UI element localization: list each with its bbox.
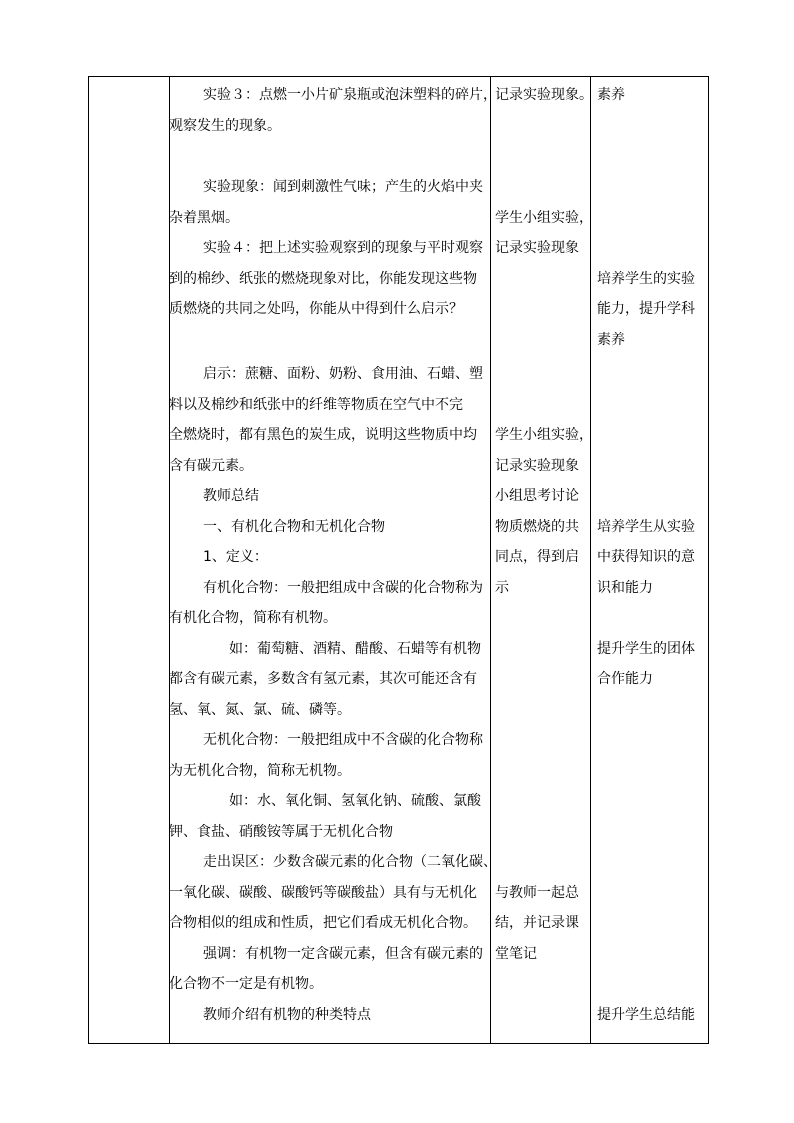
text-line: 示 bbox=[495, 580, 509, 596]
lesson-table bbox=[88, 76, 709, 1044]
text-line: 都含有碳元素，多数含有氢元素，其次可能还含有 bbox=[169, 671, 477, 687]
text-line: 素养 bbox=[597, 87, 625, 103]
text-line: 合作能力 bbox=[597, 671, 653, 687]
text-line: 含有碳元素。 bbox=[169, 458, 253, 474]
text-line: 学生小组实验， bbox=[495, 210, 593, 226]
text-line: 识和能力 bbox=[597, 580, 653, 596]
text-line: 观察发生的现象。 bbox=[169, 118, 281, 134]
text-line: 化合物不一定是有机物。 bbox=[169, 976, 323, 992]
text-line: 记录实验现象 bbox=[495, 458, 579, 474]
text-line: 有机化合物：一般把组成中含碳的化合物称为 bbox=[203, 580, 483, 596]
text-line: 一氧化碳、碳酸、碳酸钙等碳酸盐）具有与无机化 bbox=[169, 885, 477, 901]
text-line: 钾、食盐、硝酸铵等属于无机化合物 bbox=[169, 824, 393, 840]
text-line: 教师总结 bbox=[203, 488, 259, 504]
text-line: 小组思考讨论 bbox=[495, 488, 579, 504]
text-line: 料以及棉纱和纸张中的纤维等物质在空气中不完 bbox=[169, 397, 463, 413]
text-line: 教师介绍有机物的种类特点 bbox=[203, 1007, 371, 1023]
text-line: 启示：蔗糖、面粉、奶粉、食用油、石蜡、塑 bbox=[203, 366, 483, 382]
text-line: 全燃烧时，都有黑色的炭生成，说明这些物质中均 bbox=[169, 427, 477, 443]
text-line: 与教师一起总 bbox=[495, 885, 579, 901]
text-line: 有机化合物，简称有机物。 bbox=[169, 610, 337, 626]
column-divider bbox=[490, 77, 491, 1043]
text-line: 堂笔记 bbox=[495, 946, 537, 962]
text-line: 能力，提升学科 bbox=[597, 301, 695, 317]
text-line: 走出误区：少数含碳元素的化合物（二氧化碳、 bbox=[203, 854, 497, 870]
text-line: 强调：有机物一定含碳元素，但含有碳元素的 bbox=[203, 946, 483, 962]
text-line: 培养学生从实验 bbox=[597, 519, 695, 535]
text-line: 如：葡萄糖、酒精、醋酸、石蜡等有机物 bbox=[229, 641, 481, 657]
text-line: 记录实验现象 bbox=[495, 240, 579, 256]
text-line: 物质燃烧的共 bbox=[495, 519, 579, 535]
text-line: 合物相似的组成和性质，把它们看成无机化合物。 bbox=[169, 915, 477, 931]
text-line: 实验３：点燃一小片矿泉瓶或泡沫塑料的碎片， bbox=[203, 87, 497, 103]
text-line: 记录实验现象。 bbox=[495, 87, 593, 103]
text-line: 质燃烧的共同之处吗，你能从中得到什么启示？ bbox=[169, 301, 463, 317]
text-line: 中获得知识的意 bbox=[597, 549, 695, 565]
text-line: 一、有机化合物和无机化合物 bbox=[203, 519, 385, 535]
text-line: 实验现象：闻到刺激性气味；产生的火焰中夹 bbox=[203, 179, 483, 195]
text-line: 杂着黑烟。 bbox=[169, 210, 239, 226]
text-line: 学生小组实验， bbox=[495, 427, 593, 443]
text-line: 无机化合物：一般把组成中不含碳的化合物称 bbox=[203, 732, 483, 748]
text-line: 氢、氧、氮、氯、硫、磷等。 bbox=[169, 702, 351, 718]
text-line: 结，并记录课 bbox=[495, 915, 579, 931]
text-line: 提升学生总结能 bbox=[597, 1007, 695, 1023]
text-line: 到的棉纱、纸张的燃烧现象对比，你能发现这些物 bbox=[169, 271, 477, 287]
text-line: 素养 bbox=[597, 332, 625, 348]
text-line: 如：水、氧化铜、氢氧化钠、硫酸、氯酸 bbox=[229, 793, 481, 809]
text-line: 培养学生的实验 bbox=[597, 271, 695, 287]
text-line: 实验４：把上述实验观察到的现象与平时观察 bbox=[203, 240, 483, 256]
text-line: 同点，得到启 bbox=[495, 549, 579, 565]
text-line: 1、定义： bbox=[203, 549, 268, 565]
text-line: 提升学生的团体 bbox=[597, 641, 695, 657]
text-line: 为无机化合物，简称无机物。 bbox=[169, 763, 351, 779]
